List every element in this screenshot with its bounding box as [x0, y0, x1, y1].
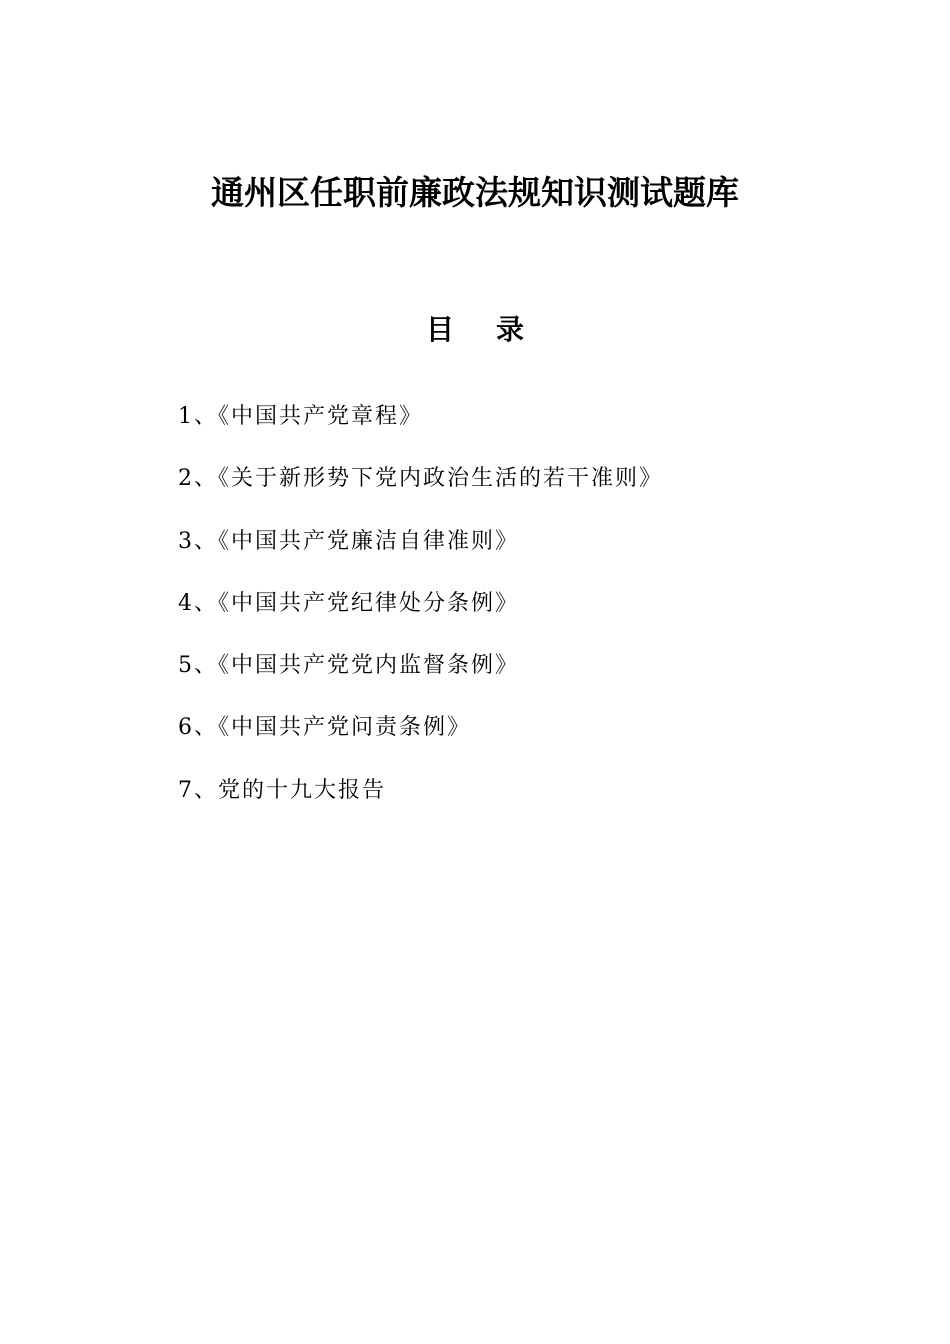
- toc-item: 3、《中国共产党廉洁自律准则》: [178, 528, 519, 554]
- toc-heading: [0, 308, 950, 352]
- toc-item: 1、《中国共产党章程》: [178, 404, 423, 429]
- toc-heading-left: 目: [425, 313, 454, 346]
- toc-item: 4、《中国共产党纪律处分条例》: [178, 590, 519, 616]
- toc-item: 6、《中国共产党问责条例》: [178, 715, 471, 741]
- toc-item: 2、《关于新形势下党内政治生活的若干准则》: [178, 466, 663, 492]
- toc-heading-right: 录: [496, 313, 525, 346]
- document-title: 通州区任职前廉政法规知识测试题库: [211, 173, 739, 212]
- toc-item: 7、党的十九大报告: [178, 777, 386, 803]
- toc-list: [178, 395, 878, 831]
- toc-item: 5、《中国共产党党内监督条例》: [178, 653, 519, 679]
